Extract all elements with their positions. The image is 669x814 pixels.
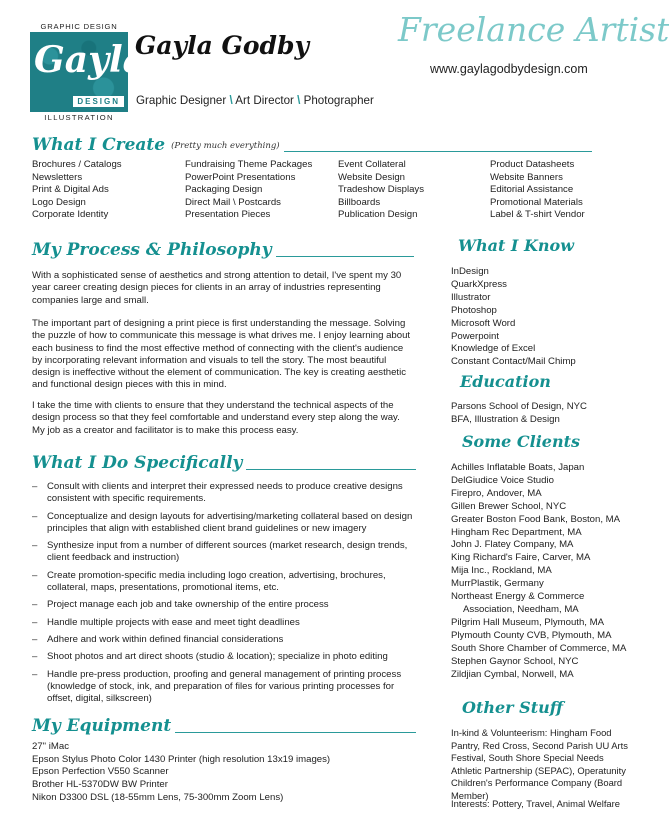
list-item: Promotional Materials	[490, 196, 583, 208]
list-item: BFA, Illustration & Design	[451, 413, 560, 425]
list-item: Product Datasheets	[490, 159, 575, 170]
tagline: Freelance Artist	[398, 10, 669, 49]
list-item: Knowledge of Excel	[451, 343, 536, 355]
list-item: Print & Digital Ads	[32, 184, 109, 196]
logo-mark	[30, 32, 146, 112]
create-column-2	[185, 159, 335, 222]
website-link[interactable]: www.gaylagodbydesign.com	[430, 62, 588, 76]
list-item: Zildjian Cymbal, Norwell, MA	[451, 668, 574, 680]
list-item: Plymouth County CVB, Plymouth, MA	[451, 629, 612, 641]
list-item: Epson Stylus Photo Color 1430 Printer (high resolution 13x19 images)	[32, 753, 331, 765]
list-item: – Synthesize input from a number of different sources (market research, design trends, client feedback and instruction)	[32, 540, 417, 565]
list-item: InDesign	[451, 266, 489, 277]
education-list	[451, 401, 631, 427]
list-item: Label & T-shirt Vendor	[490, 209, 585, 221]
create-column-3	[338, 159, 488, 222]
list-item: Fireprо, Andover, MA	[451, 487, 542, 499]
list-item: 27" iMac	[32, 741, 69, 752]
list-item: South Shore Chamber of Commerce, MA	[451, 642, 627, 654]
list-item: – Adhere and work within defined financial considerations	[32, 634, 417, 646]
equipment-list	[32, 741, 417, 805]
divider	[276, 256, 414, 257]
list-item: Stephen Gaynor School, NYC	[451, 655, 579, 667]
list-item: PowerPoint Presentations	[185, 171, 296, 183]
list-item: Pilgrim Hall Museum, Plymouth, MA	[451, 616, 605, 628]
role-separator: \	[229, 94, 233, 107]
role-designer: Graphic Designer	[136, 94, 227, 107]
list-item: Brother HL-5370DW BW Printer	[32, 779, 168, 791]
person-name: Gayla Godby	[135, 31, 309, 60]
list-item: Greater Boston Food Bank, Boston, MA	[451, 513, 621, 525]
role-photographer: Photographer	[303, 94, 374, 107]
list-item: – Shoot photos and art direct shoots (studio & location); specialize in photo editing	[32, 651, 417, 663]
logo-top-text: GRAPHIC DESIGN	[40, 22, 118, 31]
divider	[175, 732, 416, 733]
know-heading: What I Know	[458, 236, 574, 255]
role-art-director: Art Director	[235, 94, 294, 107]
list-item: Newsletters	[32, 171, 83, 183]
interests-text: Interests: Pottery, Travel, Animal Welfare	[451, 798, 620, 809]
list-item: Microsoft Word	[451, 317, 516, 329]
process-paragraph-3: I take the time with clients to ensure that they understand the technical aspects of the design process so that they feel comfortable and understand every step along the way. My job as a creator and facilitator is to make this process easy.	[32, 400, 400, 436]
role-separator: \	[297, 94, 301, 107]
logo-bottom-text: ILLUSTRATION	[44, 113, 114, 122]
list-item: Fundraising Theme Packages	[185, 159, 313, 170]
list-item: – Handle pre-press production, proofing and general management of printing process (knowledge of stock, ink, and preparation of files for various printing processes for offset, digital, silkscreen)	[32, 669, 417, 706]
list-item: Illustrator	[451, 291, 491, 303]
volunteer-text: In-kind & Volunteerism: Hingham Food Pantry, Red Cross, Second Parish UU Arts Festival, South Shore Special Needs Athletic Partnership (SEPAC), Operatunity Children's Performance Company (Board Member)	[451, 727, 628, 801]
create-heading	[32, 135, 592, 155]
create-heading-text: What I Create	[32, 135, 166, 155]
list-item: Presentation Pieces	[185, 209, 271, 221]
list-item: MurrPlastik, Germany	[451, 578, 544, 590]
roles-line	[136, 95, 374, 107]
list-item: – Create promotion-specific media including logo creation, advertising, brochures, collateral, maps, presentations, promotional items, etc.	[32, 570, 417, 595]
equipment-heading-text: My Equipment	[32, 716, 172, 736]
process-heading	[32, 240, 414, 260]
list-item: Brochures / Catalogs	[32, 159, 122, 170]
specifics-heading	[32, 453, 416, 473]
clients-list	[451, 462, 631, 681]
list-item: Epson Perfection V550 Scanner	[32, 766, 169, 778]
list-item: Association, Needham, MA	[463, 603, 579, 615]
list-item: Event Collateral	[338, 159, 406, 170]
list-item: Nikon D3300 DSL (18-55mm Lens, 75-300mm Zoom Lens)	[32, 791, 284, 803]
list-item: Logo Design	[32, 196, 86, 208]
logo-word: Gayla	[34, 39, 146, 81]
equipment-heading	[32, 716, 416, 736]
divider	[284, 151, 592, 152]
list-item: DelGiudice Voice Studio	[451, 474, 554, 486]
list-item: – Consult with clients and interpret their expressed needs to produce creative designs consistent with specific requirements.	[32, 481, 417, 506]
list-item: Powerpoint	[451, 330, 499, 342]
specifics-list	[32, 481, 417, 710]
list-item: Publication Design	[338, 209, 418, 221]
education-heading: Education	[460, 372, 551, 391]
list-item: Northeast Energy & Commerce	[451, 591, 585, 603]
list-item: Achilles Inflatable Boats, Japan	[451, 462, 585, 473]
list-item: Parsons School of Design, NYC	[451, 401, 587, 412]
list-item: Gillen Brewer School, NYC	[451, 500, 567, 512]
process-paragraph-2: The important part of designing a print piece is first understanding the message. Solving the puzzle of how to communicate this message is what drives me. I enjoy learning about each business to find the most effective method of connecting with the client's audience by incorporating relevant information and visuals to tell the story. The most beautiful design is ineffective without the element of communication. The key is creating aesthetic and functional design pieces with this in mind.	[32, 318, 411, 391]
logo	[30, 22, 146, 122]
list-item: QuarkXpress	[451, 278, 507, 290]
divider	[246, 469, 416, 470]
list-item: Packaging Design	[185, 184, 263, 196]
process-heading-text: My Process & Philosophy	[32, 240, 272, 260]
create-column-1	[32, 159, 182, 222]
process-paragraph-1: With a sophisticated sense of aesthetics and strong attention to detail, I've spent my 30 year career creating design pieces for clients in an array of industries representing companies large and small.	[32, 270, 402, 306]
list-item: Mija Inc., Rockland, MA	[451, 565, 552, 577]
list-item: Constant Contact/Mail Chimp	[451, 356, 576, 368]
create-column-4	[490, 159, 640, 222]
list-item: Editorial Assistance	[490, 184, 574, 196]
list-item: Billboards	[338, 196, 381, 208]
list-item: – Conceptualize and design layouts for advertising/marketing collateral based on design principles that align with established client brand guidelines or new imagery	[32, 511, 417, 536]
list-item: Corporate Identity	[32, 209, 109, 221]
list-item: – Project manage each job and take ownership of the entire process	[32, 599, 417, 611]
other-heading: Other Stuff	[462, 698, 563, 717]
logo-design-label: DESIGN	[73, 96, 124, 107]
list-item: Tradeshow Displays	[338, 184, 425, 196]
list-item: Website Banners	[490, 171, 563, 183]
list-item: King Richard's Faire, Carver, MA	[451, 552, 591, 564]
list-item: Hingham Rec Department, MA	[451, 526, 582, 538]
list-item: John J. Flatey Company, MA	[451, 539, 574, 551]
create-subheading: (Pretty much everything)	[171, 140, 280, 151]
list-item: Website Design	[338, 171, 406, 183]
list-item: Direct Mail \ Postcards	[185, 196, 281, 208]
know-list	[451, 266, 631, 369]
list-item: – Handle multiple projects with ease and meet tight deadlines	[32, 617, 417, 629]
specifics-heading-text: What I Do Specifically	[32, 453, 243, 473]
clients-heading: Some Clients	[462, 432, 581, 451]
list-item: Photoshop	[451, 304, 497, 316]
